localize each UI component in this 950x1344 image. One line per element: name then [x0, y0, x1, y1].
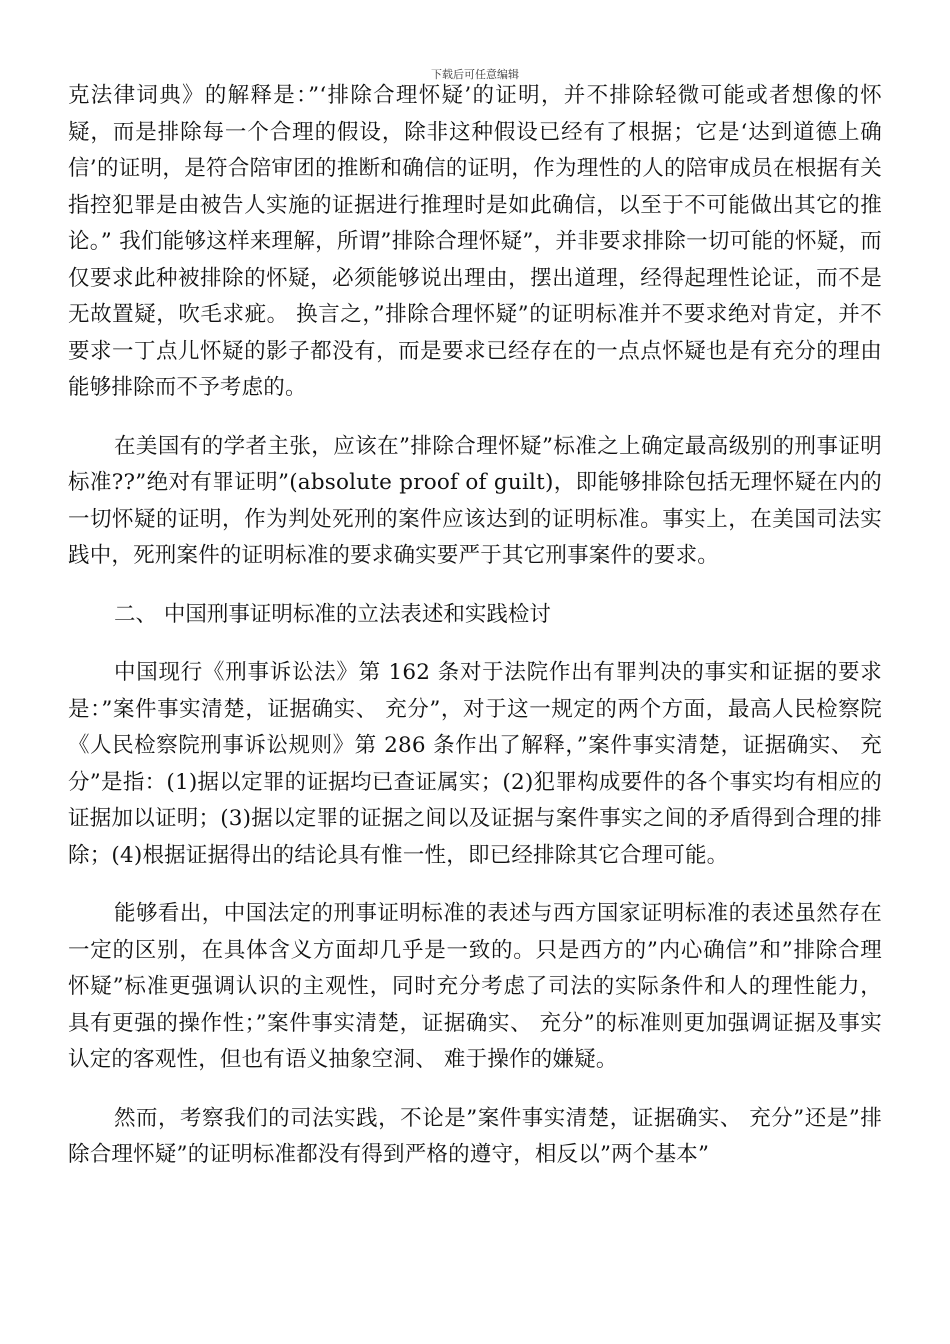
paragraph-china-law: 中国现行《刑事诉讼法》第 162 条对于法院作出有罪判决的事实和证据的要求是：”案件事实清楚，证据确实、 充分”，对于这一规定的两个方面，最高人民检察院《人民检察院刑事诉讼规则》第 286 条作出了解释，”案件事实清楚，证据确实、 充分”是指：(1)据以定罪的证据均已查证属实；(2)犯罪构成要件的各个事实均有相应的证据加以证明；(3)据以定罪的证据之间以及证据与案件事实之间的矛盾得到合理的排除；(4)根据证据得出的结论具有惟一性，即已经排除其它合理可能。 [68, 660, 882, 868]
paragraph-us-standard: 在美国有的学者主张，应该在”排除合理怀疑”标准之上确定最高级别的刑事证明标准??”绝对有罪证明”(absolute proof of guilt)，即能够排除包括无理怀疑在内的一切怀疑的证明，作为判处死刑的案件应该达到的证明标准。事实上，在美国司法实践中，死刑案件的证明标准的要求确实要严于其它刑事案件的要求。 [68, 433, 882, 568]
paragraph-practice: 然而，考察我们的司法实践，不论是”案件事实清楚，证据确实、 充分”还是”排除合理怀疑”的证明标准都没有得到严格的遵守，相反以”两个基本” [68, 1105, 882, 1167]
paragraph-continuation: 克法律词典》的解释是：”‘排除合理怀疑’的证明，并不排除轻微可能或者想像的怀疑，而是排除每一个合理的假设，除非这种假设已经有了根据；它是‘达到道德上确信’的证明，是符合陪审团的推断和确信的证明，作为理性的人的陪审成员在根据有关指控犯罪是由被告人实施的证据进行推理时是如此确信，以至于不可能做出其它的推论。” 我们能够这样来理解，所谓”排除合理怀疑”，并非要求排除一切可能的怀疑，而仅要求此种被排除的怀疑，必须能够说出理由，摆出道理，经得起理性论证，而不是无故置疑，吹毛求疵。 换言之，”排除合理怀疑”的证明标准并不要求绝对肯定，并不要求一丁点儿怀疑的影子都没有，而是要求已经存在的一点点怀疑也是有充分的理由能够排除而不予考虑的。 [68, 83, 882, 400]
section-heading: 二、 中国刑事证明标准的立法表述和实践检讨 [114, 601, 551, 627]
header-watermark: 下载后可任意编辑 [431, 68, 519, 81]
paragraph-comparison: 能够看出，中国法定的刑事证明标准的表述与西方国家证明标准的表述虽然存在一定的区别，在具体含义方面却几乎是一致的。只是西方的”内心确信”和”排除合理怀疑”标准更强调认识的主观性，同时充分考虑了司法的实际条件和人的理性能力，具有更强的操作性；”案件事实清楚，证据确实、 充分”的标准则更加强调证据及事实认定的客观性，但也有语义抽象空洞、 难于操作的嫌疑。 [68, 901, 882, 1072]
document-body [68, 78, 882, 1196]
